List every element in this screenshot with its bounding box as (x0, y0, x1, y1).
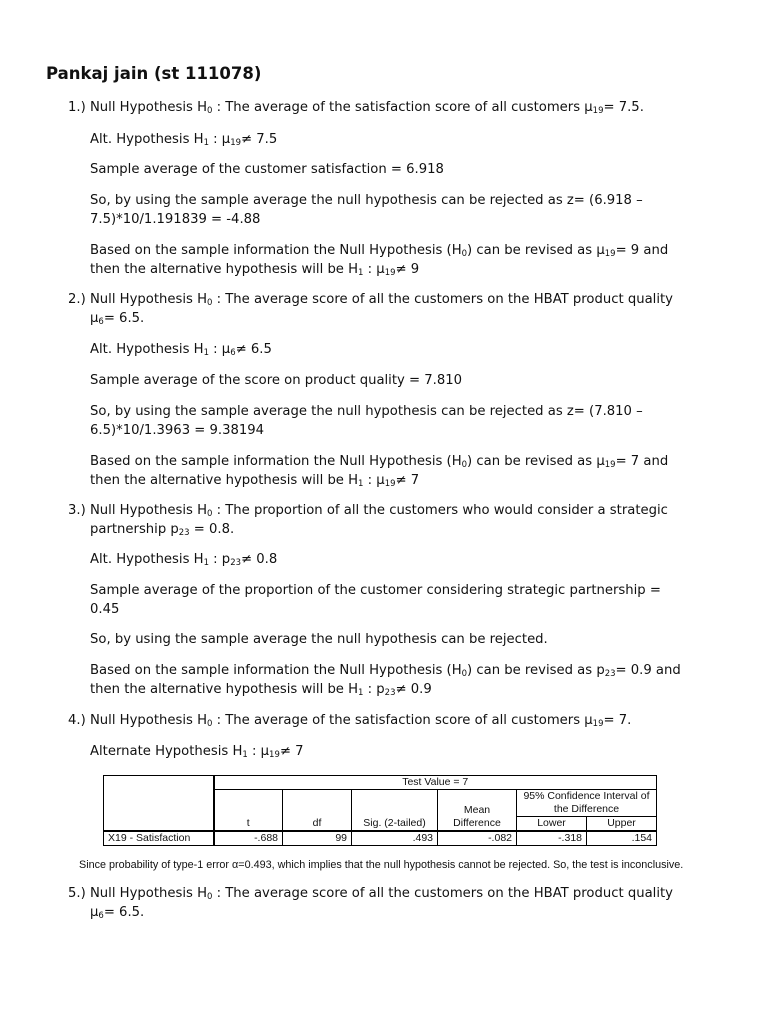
q2-sample-average: Sample average of the score on product quality = 7.810 (90, 373, 463, 388)
col-header-sig: Sig. (2-tailed) (352, 790, 438, 832)
col-header-df: df (283, 790, 352, 832)
cell-lower: -.318 (517, 831, 587, 846)
q2-revision: Based on the sample information the Null Hypothesis $(H_0)$ can be revised as $\mu_{19}= 7$ and then the alternative hypothesis will be $H_1$ : $\mu_{19}\ne 7$ (90, 454, 669, 489)
col-header-mean-difference: Mean Difference (438, 790, 517, 832)
conclusion-note: Since probability of type-1 error α=0.493, which implies that the null hypothesis cannot be rejected. So, the test is inconclusive. (79, 859, 684, 871)
one-sample-test-table (103, 775, 657, 846)
q5-null-hypothesis: 5.) Null Hypothesis $H_0$ : The average score of all the customers on the HBAT product quality $\mu_6= 6.5$. (68, 886, 673, 921)
q4-null-hypothesis: 4.) Null Hypothesis $H_0$ : The average of the satisfaction score of all customers $\mu_{19}= 7$. (68, 713, 632, 729)
col-header-upper: Upper (587, 817, 657, 832)
q1-rejection: So, by using the sample average the null hypothesis can be rejected as z= (6.918 – 7.5)*10/1.191839 = -4.88 (90, 193, 643, 227)
col-header-lower: Lower (517, 817, 587, 832)
col-header-t: t (214, 790, 283, 832)
cell-df: 99 (283, 831, 352, 846)
q3-revision: Based on the sample information the Null Hypothesis $(H_0)$ can be revised as $p_{23}= 0.9$ and then the alternative hypothesis will be $H_1$ : $p_{23}\ne 0.9$ (90, 663, 681, 698)
q1-sample-average: Sample average of the customer satisfaction = 6.918 (90, 162, 444, 177)
q3-alt-hypothesis: Alt. Hypothesis $H_1$ : $p_{23}\ne 0.8$ (90, 552, 278, 568)
q1-null-hypothesis: 1.) Null Hypothesis $H_0$ : The average of the satisfaction score of all customers $\mu_{19}= 7.5$. (68, 100, 644, 116)
test-value-header: Test Value = 7 (214, 776, 657, 790)
cell-upper: .154 (587, 831, 657, 846)
q2-null-hypothesis: 2.) Null Hypothesis $H_0$ : The average score of all the customers on the HBAT product quality $\mu_6= 6.5$. (68, 292, 673, 327)
q2-rejection: So, by using the sample average the null hypothesis can be rejected as z= (7.810 – 6.5)*10/1.3963 = 9.38194 (90, 404, 643, 438)
table-row (104, 831, 657, 846)
q3-rejection: So, by using the sample average the null hypothesis can be rejected. (90, 632, 548, 647)
q1-alt-hypothesis: Alt. Hypothesis $H_1$ : $\mu_{19}\ne 7.5$ (90, 132, 278, 148)
cell-mean-difference: -.082 (438, 831, 517, 846)
q4-alt-hypothesis: Alternate Hypothesis $H_1$ : $\mu_{19}\ne 7$ (90, 744, 304, 760)
q3-null-hypothesis: 3.) Null Hypothesis $H_0$ : The proportion of all the customers who would consider a strategic partnership $p_{23} = 0.8$. (68, 503, 668, 538)
q1-revision: Based on the sample information the Null Hypothesis $(H_0)$ can be revised as $\mu_{19}= 9$ and then the alternative hypothesis will be $H_1$ : $\mu_{19}\ne 9$ (90, 243, 669, 278)
q3-sample-average: Sample average of the proportion of the customer considering strategic partnership = 0.45 (90, 583, 661, 617)
row-label: X19 - Satisfaction (104, 831, 214, 846)
ci-header: 95% Confidence Interval of the Difference (517, 790, 657, 817)
q2-alt-hypothesis: Alt. Hypothesis $H_1$ : $\mu_6\ne 6.5$ (90, 342, 272, 358)
page-title: Pankaj jain (st 111078) (46, 64, 262, 83)
table-corner-cell (104, 776, 214, 832)
cell-sig: .493 (352, 831, 438, 846)
cell-t: -.688 (214, 831, 283, 846)
